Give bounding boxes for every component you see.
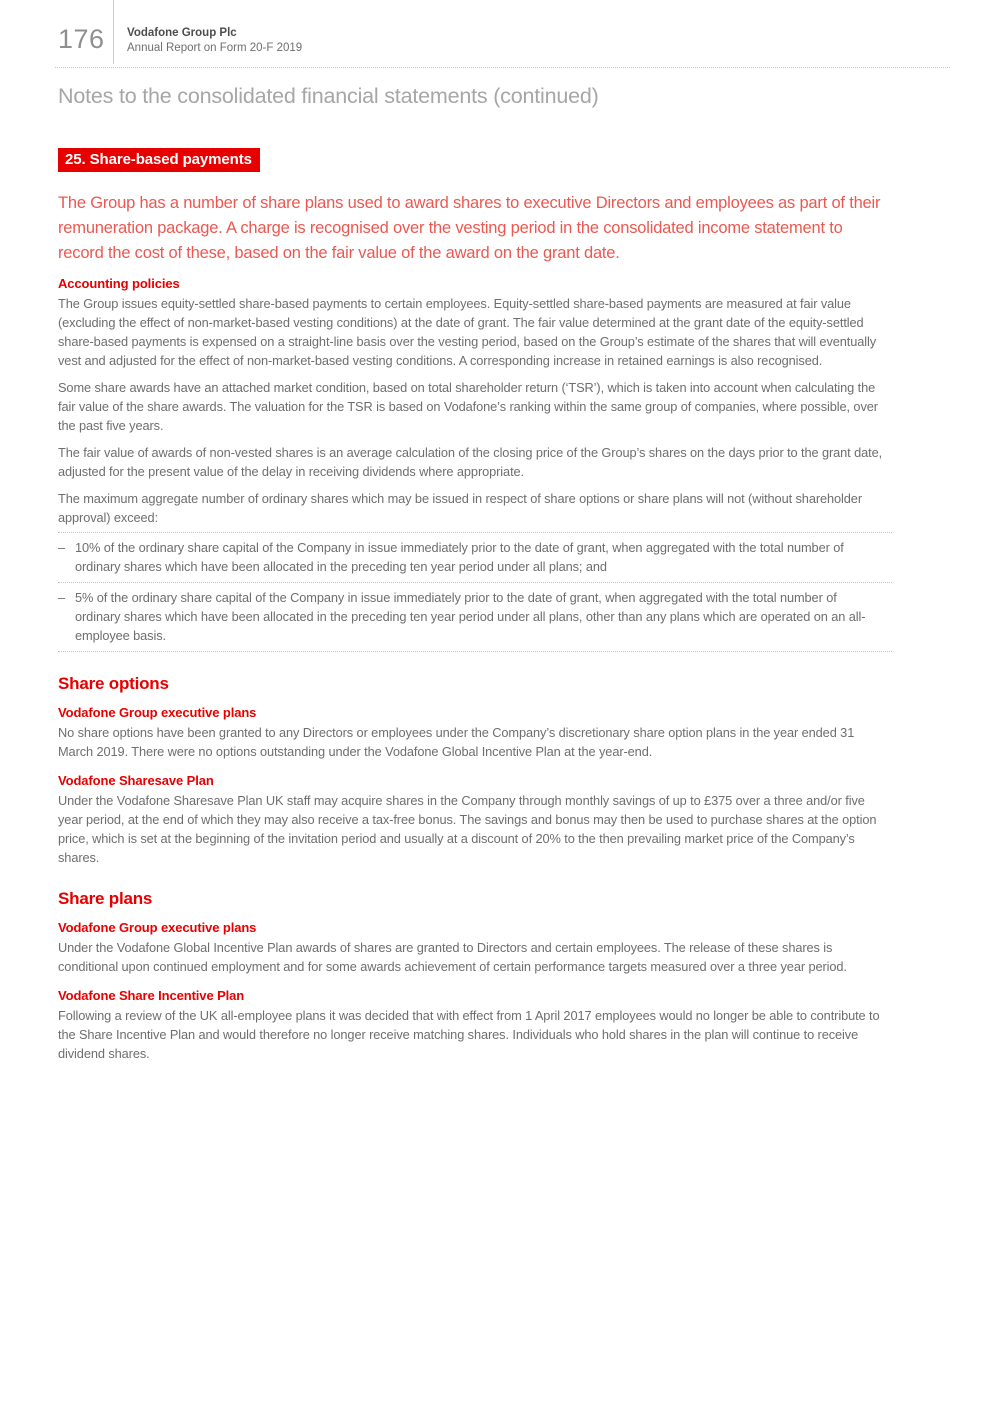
policy-paragraph: The Group issues equity-settled share-based payments to certain employees. Equity-settled share-based payments are measured at fair value (excluding the effect of non-market-based vesting conditions) at the date of grant. The fair value determined at the grant date of the equity-settled share-based payments is expensed on a straight-line basis over the vesting period, based on the Group’s estimate of the shares that will eventually vest and adjusted for the effect of non-market-based vesting conditions. A corresponding increase in retained earnings is also recognised.: [58, 296, 877, 368]
sharesave-plan-heading: Vodafone Sharesave Plan: [58, 773, 214, 788]
company-name: Vodafone Group Plc: [127, 27, 237, 39]
policy-paragraph: The maximum aggregate number of ordinary shares which may be issued in respect of share options or share plans will not (without shareholder approval) exceed:: [58, 491, 862, 525]
bullet-marker: –: [58, 540, 66, 555]
share-options-executive-plans-body: No share options have been granted to any Directors or employees under the Company’s discretionary share option plans in the year ended 31 March 2019. There were no options outstanding under the Vodafone Global Incentive Plan at the year-end.: [58, 725, 855, 759]
report-name: Annual Report on Form 20-F 2019: [127, 42, 303, 54]
share-incentive-plan-body: Following a review of the UK all-employee plans it was decided that with effect from 1 April 2017 employees would no longer be able to contribute to the Share Incentive Plan and would therefore no longer receive matching shares. Individuals who hold shares in the plan will continue to receive dividend shares.: [58, 1008, 880, 1061]
bullet-text: 10% of the ordinary share capital of the Company in issue immediately prior to the date of grant, when aggregated with the total number of ordinary shares which have been allocated in the preceding ten year period under all plans; and: [75, 540, 844, 574]
section-badge: 25. Share-based payments: [58, 148, 260, 172]
page-number: 176: [58, 24, 105, 54]
policy-paragraph: The fair value of awards of non-vested shares is an average calculation of the closing price of the Group’s shares on the days prior to the grant date, adjusted for the present value of the delay in receiving dividends where appropriate.: [58, 445, 883, 479]
header-text: [127, 26, 302, 56]
policy-paragraph: Some share awards have an attached market condition, based on total shareholder return (‘TSR’), which is taken into account when calculating the fair value of the share awards. The valuation for the TSR is based on Vodafone’s ranking within the same group of companies, where possible, over the past five years.: [58, 380, 878, 433]
accounting-policies-heading: Accounting policies: [58, 276, 180, 291]
header-rule: [55, 67, 950, 68]
share-plans-executive-plans-heading: Vodafone Group executive plans: [58, 920, 257, 935]
bullet-item: [58, 533, 892, 583]
note-25-section: [58, 109, 892, 1063]
share-options-heading: Share options: [58, 674, 169, 693]
header-divider: [113, 0, 114, 64]
share-plans-heading: Share plans: [58, 889, 153, 908]
bullet-item: [58, 583, 892, 652]
intro-paragraph: The Group has a number of share plans used to award shares to executive Directors and employees as part of their remuneration package. A charge is recognised over the vesting period in the consolidated income statement to record the cost of these, based on the fair value of the award on the grant date.: [58, 194, 881, 262]
share-plans-executive-plans-body: Under the Vodafone Global Incentive Plan awards of shares are granted to Directors and certain employees. The release of these shares is conditional upon continued employment and for some awards achievement of certain performance targets measured over a three year period.: [58, 940, 847, 974]
share-options-executive-plans-heading: Vodafone Group executive plans: [58, 705, 257, 720]
sharesave-plan-body: Under the Vodafone Sharesave Plan UK staff may acquire shares in the Company through monthly savings of up to £375 over a three and/or five year period, at the end of which they may also receive a tax-free bonus. The savings and bonus may then be used to purchase shares at the option price, which is set at the beginning of the invitation period and usually at a discount of 20% to the then prevailing market price of the Company’s shares.: [58, 793, 877, 865]
bullet-text: 5% of the ordinary share capital of the Company in issue immediately prior to the date of grant, when aggregated with the total number of ordinary shares which have been allocated in the preceding ten year period under all plans, other than any plans which are operated on an all-employee basis.: [75, 590, 866, 643]
page-header: [0, 0, 1008, 67]
limits-bullet-list: [58, 532, 892, 652]
share-incentive-plan-heading: Vodafone Share Incentive Plan: [58, 988, 245, 1003]
bullet-marker: –: [58, 590, 66, 605]
page-title: Notes to the consolidated financial statements (continued): [58, 84, 599, 108]
